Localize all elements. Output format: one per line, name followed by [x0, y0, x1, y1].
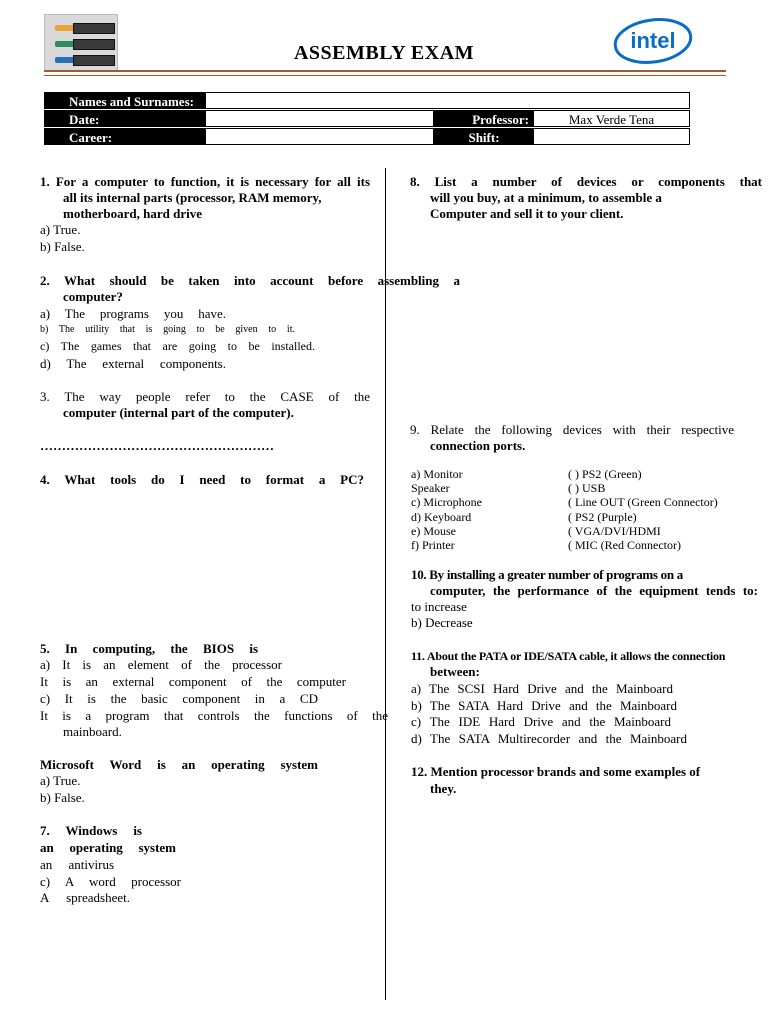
- q6-option-a[interactable]: a) True.: [40, 773, 81, 788]
- q7-option-d[interactable]: A spreadsheet.: [40, 890, 130, 905]
- column-divider: [385, 168, 386, 1000]
- date-field[interactable]: [205, 110, 434, 127]
- q9-port-match[interactable]: ( Line OUT (Green Connector): [568, 495, 718, 510]
- q7-line1: 7. Windows is: [40, 823, 142, 838]
- q5-option-d-line1[interactable]: It is a program that controls the functions of the: [40, 708, 388, 723]
- q1-line2: all its internal parts (processor, RAM memory,: [63, 190, 322, 205]
- svg-text:intel: intel: [630, 28, 676, 53]
- q5-option-c[interactable]: c) It is the basic component in a CD: [40, 691, 318, 706]
- q12-line2: they.: [430, 781, 457, 796]
- q2-line2: computer?: [63, 289, 123, 304]
- q8-line3: Computer and sell it to your client.: [430, 206, 624, 221]
- q11-option-b[interactable]: b) The SATA Hard Drive and the Mainboard: [411, 698, 677, 713]
- q10-option-a[interactable]: to increase: [411, 599, 467, 614]
- q6-option-b[interactable]: b) False.: [40, 790, 85, 805]
- q9-device: a) Monitor: [411, 467, 463, 481]
- q9-device: Speaker: [411, 481, 450, 496]
- q2-option-a[interactable]: a) The programs you have.: [40, 306, 226, 321]
- q9-port-match[interactable]: ( ) PS2 (Green): [568, 467, 642, 481]
- names-field[interactable]: [205, 92, 690, 109]
- q1-line1: 1. For a computer to function, it is necessary for all its: [40, 174, 370, 189]
- q12-line1: 12. Mention processor brands and some examples of: [411, 764, 701, 779]
- q1-option-b[interactable]: b) False.: [40, 239, 85, 254]
- q11-option-d[interactable]: d) The SATA Multirecorder and the Mainboard: [411, 731, 687, 746]
- q10-line2: computer, the performance of the equipment tends to:: [430, 583, 758, 598]
- q9-device: e) Mouse: [411, 523, 456, 538]
- date-label: Date:: [44, 110, 206, 127]
- q3-answer-blank[interactable]: ………………………………………………: [40, 438, 274, 453]
- q9-port-list: [568, 467, 718, 552]
- q2-option-b[interactable]: b) The utility that is going to be given to it.: [40, 324, 295, 335]
- header-rule-thick: [44, 70, 726, 72]
- q11-line2: between:: [430, 664, 480, 679]
- header-form: [44, 92, 690, 146]
- q9-device: d) Keyboard: [411, 509, 472, 524]
- q9-port-match[interactable]: ( MIC (Red Connector): [568, 538, 681, 553]
- q9-port-match[interactable]: ( PS2 (Purple): [568, 509, 637, 524]
- shift-label: Shift:: [434, 128, 534, 145]
- q9-port-match[interactable]: ( VGA/DVI/HDMI: [568, 523, 661, 538]
- q2-line1: 2. What should be taken into account before assembling a: [40, 273, 460, 288]
- q10-line1: 10. By installing a greater number of programs on a: [411, 567, 683, 582]
- career-field[interactable]: [205, 128, 434, 145]
- q6-line1: Microsoft Word is an operating system: [40, 757, 318, 772]
- professor-label: Professor:: [434, 110, 534, 127]
- q1-line3: motherboard, hard drive: [63, 206, 203, 221]
- q9-device: c) Microphone: [411, 495, 482, 510]
- q9-device: f) Printer: [411, 538, 455, 553]
- names-label: Names and Surnames:: [44, 92, 206, 109]
- q2-option-c[interactable]: c) The games that are going to be installed.: [40, 339, 315, 353]
- q9-port-match[interactable]: ( ) USB: [568, 481, 606, 496]
- q9-line2: connection ports.: [430, 438, 526, 453]
- q9-line1: 9. Relate the following devices with their respective: [410, 422, 734, 437]
- q10-option-b[interactable]: b) Decrease: [411, 615, 473, 630]
- q7-option-b[interactable]: an antivirus: [40, 857, 114, 872]
- page-title: ASSEMBLY EXAM: [293, 42, 475, 64]
- q3-line1: 3. The way people refer to the CASE of the: [40, 389, 370, 404]
- professor-field[interactable]: Max Verde Tena: [533, 110, 690, 127]
- q11-option-a[interactable]: a) The SCSI Hard Drive and the Mainboard: [411, 681, 673, 696]
- q7-option-c[interactable]: c) A word processor: [40, 874, 181, 889]
- q9-device-list: [411, 467, 482, 552]
- q5-option-b[interactable]: It is an external component of the computer: [40, 674, 346, 689]
- shift-field[interactable]: [533, 128, 690, 145]
- header-rule-thin: [44, 75, 726, 76]
- q2-option-d[interactable]: d) The external components.: [40, 356, 226, 371]
- q11-line1: 11. About the PATA or IDE/SATA cable, it allows the connection: [411, 649, 726, 663]
- q5-line1: 5. In computing, the BIOS is: [40, 641, 258, 656]
- q8-line2: will you buy, at a minimum, to assemble a: [430, 190, 662, 205]
- intel-logo: [612, 16, 694, 66]
- q7-option-a[interactable]: an operating system: [40, 840, 176, 855]
- q11-option-c[interactable]: c) The IDE Hard Drive and the Mainboard: [411, 714, 671, 729]
- career-label: Career:: [44, 128, 206, 145]
- q3-line2: computer (internal part of the computer).: [63, 405, 294, 420]
- q8-line1: 8. List a number of devices or components that: [410, 174, 762, 189]
- q4-line1: 4. What tools do I need to format a PC?: [40, 472, 364, 487]
- q1-option-a[interactable]: a) True.: [40, 222, 81, 237]
- q5-option-d-line2: mainboard.: [63, 724, 122, 739]
- q5-option-a[interactable]: a) It is an element of the processor: [40, 657, 282, 672]
